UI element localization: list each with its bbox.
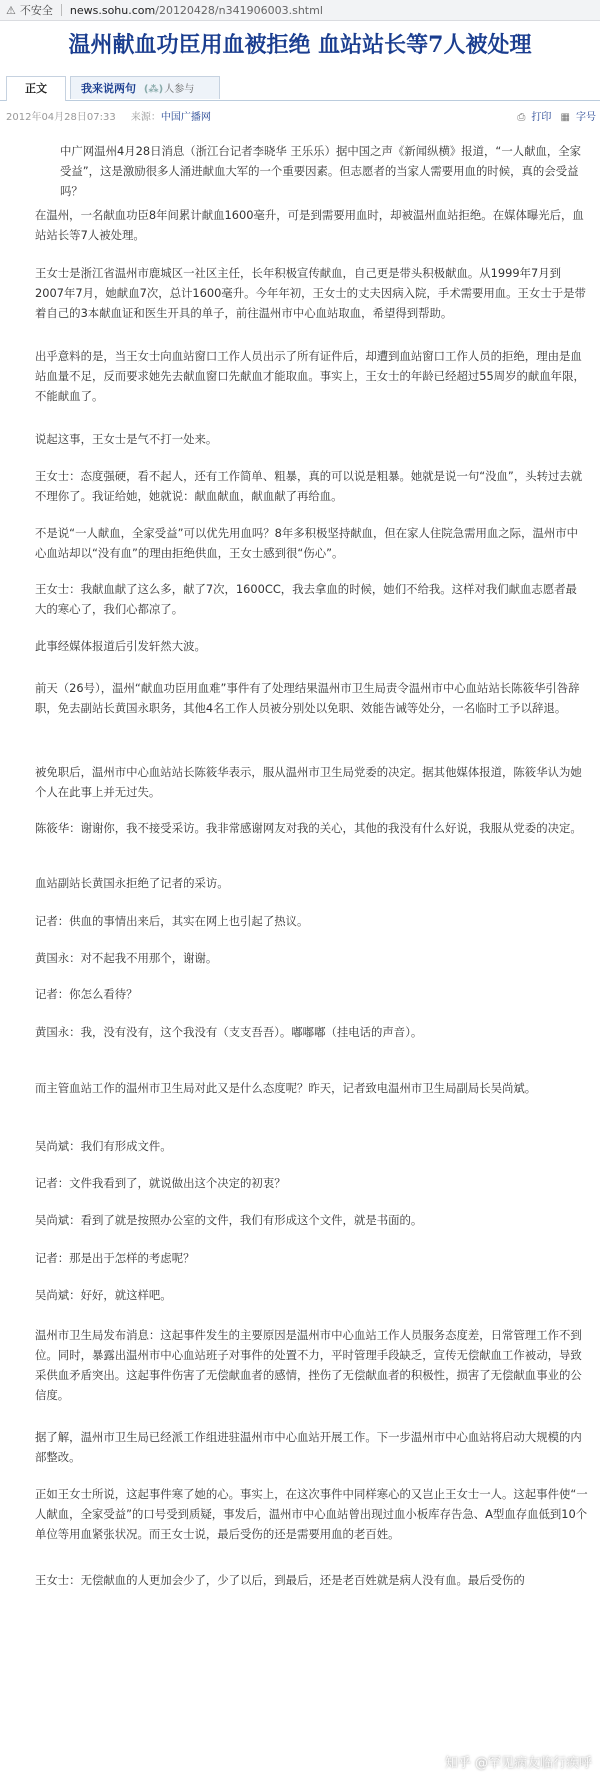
address-divider [61, 4, 62, 16]
font-size-icon[interactable]: ▦ [560, 112, 570, 123]
article-paragraph: 吴尚斌：我们有形成文件。 [35, 1139, 172, 1153]
article-paragraph: 王女士是浙江省温州市鹿城区一社区主任，长年积极宣传献血，自己更是带头积极献血。从1999年7月到2007年7月，她献血7次，总计1600毫升。今年年初，王女士的丈夫因病入院，手术需要用血。王女士于是带着自己的3本献血证和医生开具的单子，前往温州市中心血站取血，希望得到帮助。 [35, 266, 586, 320]
article-paragraph: 王女士：态度强硬，看不起人，还有工作简单、粗暴，真的可以说是粗暴。她就是说一句“没血”，头转过去就不理你了。我证给她，她就说：献血献血，献血献了再给血。 [35, 469, 583, 503]
article-paragraph: 据了解，温州市卫生局已经派工作组进驻温州市中心血站开展工作。下一步温州市中心血站将启动大规模的内部整改。 [35, 1430, 582, 1464]
print-icon[interactable]: ⎙ [517, 112, 526, 123]
article-paragraph: 不是说“一人献血，全家受益”可以优先用血吗？8年多积极坚持献血，但在家人住院急需用血之际，温州市中心血站却以“没有血”的理由拒绝供血，王女士感到很“伤心”。 [35, 526, 579, 560]
article-paragraph: 记者：供血的事情出来后，其实在网上也引起了热议。 [35, 914, 309, 928]
article-paragraph: 记者：文件我看到了，就说做出这个决定的初衷？ [35, 1176, 286, 1190]
article-paragraph: 记者：你怎么看待？ [35, 987, 138, 1001]
tab-comment[interactable] [70, 76, 220, 99]
article-paragraph: 被免职后，温州市中心血站站长陈筱华表示，服从温州市卫生局党委的决定。据其他媒体报道，陈筱华认为她个人在此事上并无过失。 [35, 765, 582, 799]
article-paragraph: 王女士：我献血献了这么多，献了7次，1600CC，我去拿血的时候，她们不给我。这样对我们献血志愿者最大的寒心了，我们心都凉了。 [35, 582, 577, 616]
tab-main-text[interactable]: 正文 [6, 76, 66, 101]
loading-icon: (⁂) [143, 84, 164, 95]
watermark: 知乎 @罕见病友临行疾呼 [444, 1756, 592, 1771]
article-title: 温州献血功臣用血被拒绝 血站站长等7人被处理 [68, 32, 532, 58]
article-paragraph: 吴尚斌：好好，就这样吧。 [35, 1288, 172, 1302]
article-paragraph: 温州市卫生局发布消息：这起事件发生的主要原因是温州市中心血站工作人员服务态度差，日常管理工作不到位。同时，暴露出温州市中心血站班子对事件的处置不力，平时管理手段缺乏，宣传无偿献血工作被动，导致采供血矛盾突出。这起事件伤害了无偿献血者的感情，挫伤了无偿献血者的积极性，损害了无偿献血事业的公信度。 [35, 1328, 582, 1402]
article-paragraph: 吴尚斌：看到了就是按照办公室的文件，我们有形成这个文件，就是书面的。 [35, 1213, 423, 1227]
tab-comment-label: 我来说两句 [81, 82, 136, 95]
url-path[interactable]: /20120428/n341906003.shtml [155, 3, 323, 17]
article-paragraph: 黄国永：对不起我不用那个，谢谢。 [35, 951, 218, 965]
address-bar[interactable] [0, 0, 600, 21]
warning-icon[interactable]: ⚠ [6, 3, 16, 17]
source-label: 来源： [130, 112, 161, 123]
comment-count: 人参与 [164, 84, 195, 95]
article-datetime: 2012年04月28日07:33 [6, 112, 116, 123]
article-paragraph: 此事经媒体报道后引发轩然大波。 [35, 639, 206, 653]
article-paragraph: 黄国永：我，没有没有，这个我没有（支支吾吾）。嘟嘟嘟（挂电话的声音）。 [35, 1025, 423, 1039]
article-tools [511, 110, 596, 126]
font-size-link[interactable]: 字号 [576, 112, 596, 123]
article-paragraph: 说起这事，王女士是气不打一处来。 [35, 432, 218, 446]
insecure-label[interactable]: 不安全 [19, 4, 53, 17]
article-paragraph: 出乎意料的是，当王女士向血站窗口工作人员出示了所有证件后，却遭到血站窗口工作人员的拒绝，理由是血站血量不足，反而要求她先去献血窗口先献血才能取血。事实上，王女士的年龄已经超过55周岁的献血年限，不能献血了。 [35, 349, 585, 403]
article-paragraph: 而主管血站工作的温州市卫生局对此又是什么态度呢？昨天，记者致电温州市卫生局副局长吴尚斌。 [35, 1081, 537, 1095]
article-paragraph: 记者：那是出于怎样的考虑呢？ [35, 1251, 195, 1265]
article-meta [6, 110, 596, 126]
article-paragraph: 血站副站长黄国永拒绝了记者的采访。 [35, 876, 229, 890]
article-paragraph: 正如王女士所说，这起事件寒了她的心。事实上，在这次事件中同样寒心的又岂止王女士一人。这起事件使“一人献血，全家受益”的口号受到质疑，事发后，温州市中心血站曾出现过血小板库存告急、A型血存血低到10个单位等用血紧张状况。而王女士说，最后受伤的还是需要用血的老百姓。 [35, 1487, 588, 1541]
article-paragraph: 在温州，一名献血功臣8年间累计献血1600毫升，可是到需要用血时，却被温州血站拒绝。在媒体曝光后，血站站长等7人被处理。 [35, 208, 584, 242]
article-paragraph: 陈筱华：谢谢你，我不接受采访。我非常感谢网友对我的关心，其他的我没有什么好说，我服从党委的决定。 [35, 821, 582, 835]
article-paragraph: 前天（26号），温州“献血功臣用血难”事件有了处理结果温州市卫生局责令温州市中心血站站长陈筱华引咎辞职，免去副站长黄国永职务，其他4名工作人员被分别处以免职、效能告诫等处分，一名临时工予以辞退。 [35, 681, 580, 715]
article-paragraph: 中广网温州4月28日消息（浙江台记者李晓华 王乐乐）据中国之声《新闻纵横》报道，“一人献血，全家受益”，这是激励很多人涌进献血大军的一个重要因素。但志愿者的当家人需要用血的时候，真的会受益吗？ [60, 144, 582, 198]
article-tabs [0, 76, 600, 101]
print-link[interactable]: 打印 [531, 112, 552, 123]
source-link[interactable]: 中国广播网 [160, 112, 211, 123]
url-text[interactable] [70, 4, 323, 17]
article-paragraph: 王女士：无偿献血的人更加会少了，少了以后，到最后，还是老百姓就是病人没有血。最后受伤的 [35, 1573, 525, 1587]
url-host[interactable]: news.sohu.com [69, 3, 156, 17]
